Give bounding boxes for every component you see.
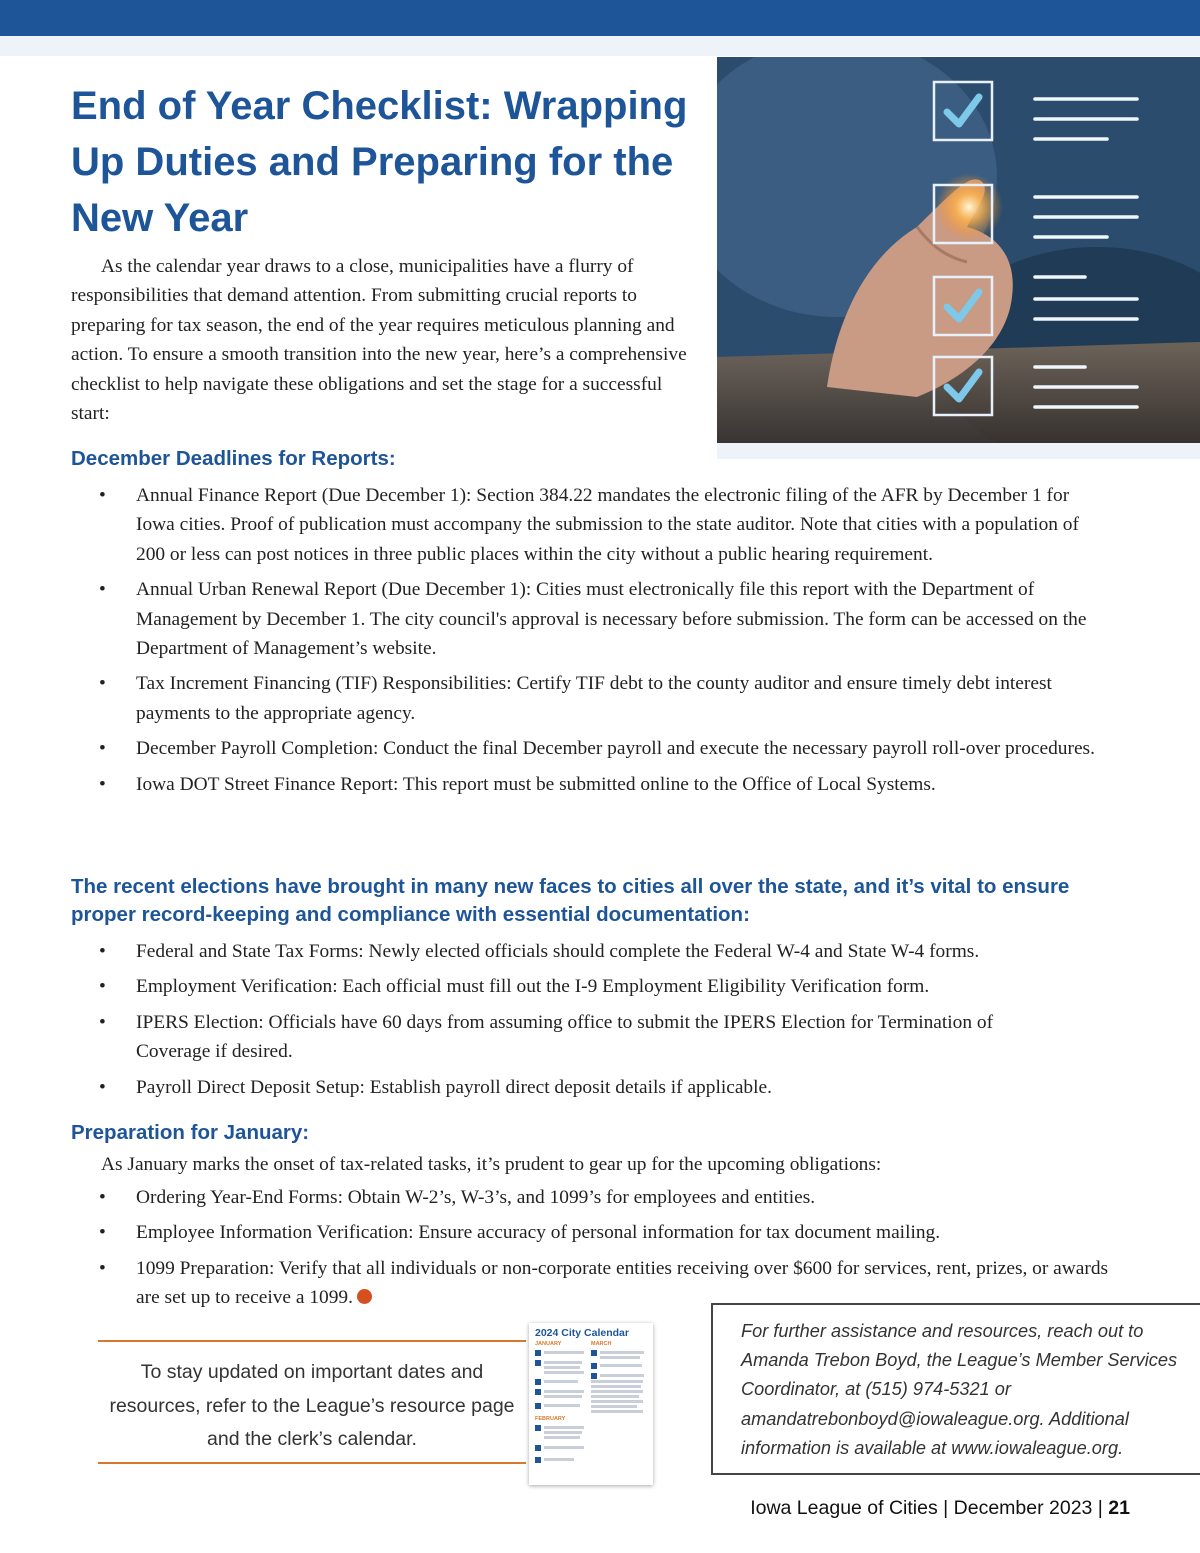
page-title: End of Year Checklist: Wrapping Up Duties and Preparing for the New Year	[71, 84, 688, 240]
top-banner	[0, 0, 1200, 36]
december-list	[96, 481, 1106, 805]
list-item: • Employee Information Verification: Ensure accuracy of personal information for tax document mailing.	[96, 1218, 1126, 1247]
calendar-month: MARCH	[591, 1341, 612, 1347]
checklist-photo-icon	[717, 57, 1200, 443]
list-item: • Annual Finance Report (Due December 1): Section 384.22 mandates the electronic filing of the AFR by December 1 for Iowa cities. Proof of publication must accompany the submission to the state auditor. Note that cities with a population of 200 or less can post notices in three public places within the city without a public hearing requirement.	[96, 481, 1106, 569]
photo-caption-strip	[717, 443, 1200, 459]
end-mark-icon	[357, 1289, 372, 1304]
callout-text: To stay updated on important dates and resources, refer to the League’s resource page and the clerk’s calendar.	[109, 1361, 515, 1450]
assistance-text: For further assistance and resources, reach out to Amanda Trebon Boyd, the League’s Member Services Coordinator, at (515) 974-5321 or amandatrebonboyd@iowaleague.org. Additional information is available at www.iowaleague.org.	[741, 1321, 1178, 1458]
january-intro: As January marks the onset of tax-related tasks, it’s prudent to gear up for the upcoming obligations:	[101, 1154, 882, 1175]
top-banner-light	[0, 36, 1200, 56]
intro-paragraph: As the calendar year draws to a close, municipalities have a flurry of responsibilities that demand attention. From submitting crucial reports to preparing for tax season, the end of the year requires meticulous planning and action. To ensure a smooth transition into the new year, here’s a comprehensive checklist to help navigate these obligations and set the stage for a successful start:	[71, 256, 687, 425]
calendar-title: 2024 City Calendar	[535, 1327, 629, 1339]
calendar-month: JANUARY	[535, 1341, 562, 1347]
city-calendar-thumbnail[interactable]	[529, 1323, 653, 1485]
list-item: • Payroll Direct Deposit Setup: Establish payroll direct deposit details if applicable.	[96, 1073, 1136, 1102]
page-footer	[750, 1497, 1130, 1520]
checklist-photo	[717, 57, 1200, 443]
section-heading-elections: The recent elections have brought in many new faces to cities all over the state, and it’s vital to ensure proper record-keeping and compliance with essential documentation:	[71, 875, 1070, 926]
list-item: • Employment Verification: Each official must fill out the I-9 Employment Eligibility Verification form.	[96, 972, 1136, 1001]
list-item: • Annual Urban Renewal Report (Due December 1): Cities must electronically file this report with the Department of Management by December 1. The city council's approval is necessary before submission. The form can be accessed on the Department of Management’s website.	[96, 575, 1106, 663]
elections-list	[96, 937, 1136, 1108]
list-item: • Ordering Year-End Forms: Obtain W-2’s, W-3’s, and 1099’s for employees and entities.	[96, 1183, 1126, 1212]
assistance-box	[711, 1303, 1200, 1475]
list-item: • Iowa DOT Street Finance Report: This report must be submitted online to the Office of Local Systems.	[96, 770, 1106, 799]
january-list	[96, 1183, 1126, 1319]
calendar-callout	[98, 1340, 526, 1464]
section-heading-january: Preparation for January:	[71, 1121, 310, 1144]
list-item: • IPERS Election: Officials have 60 days from assuming office to submit the IPERS Election for Termination of Coverage if desired.	[96, 1008, 1136, 1067]
list-item: • Federal and State Tax Forms: Newly elected officials should complete the Federal W-4 and State W-4 forms.	[96, 937, 1136, 966]
list-item-text: 1099 Preparation: Verify that all individuals or non-corporate entities receiving over $600 for services, rent, prizes, or awards are set up to receive a 1099.	[136, 1257, 1109, 1309]
calendar-month: FEBRUARY	[535, 1416, 566, 1422]
publication-line: Iowa League of Cities | December 2023 |	[750, 1497, 1103, 1519]
page-number: 21	[1108, 1497, 1130, 1519]
section-heading-december: December Deadlines for Reports:	[71, 447, 396, 470]
list-item: • Tax Increment Financing (TIF) Responsibilities: Certify TIF debt to the county auditor and ensure timely debt interest payments to the appropriate agency.	[96, 669, 1106, 728]
list-item: • December Payroll Completion: Conduct the final December payroll and execute the necessary payroll roll-over procedures.	[96, 734, 1106, 763]
